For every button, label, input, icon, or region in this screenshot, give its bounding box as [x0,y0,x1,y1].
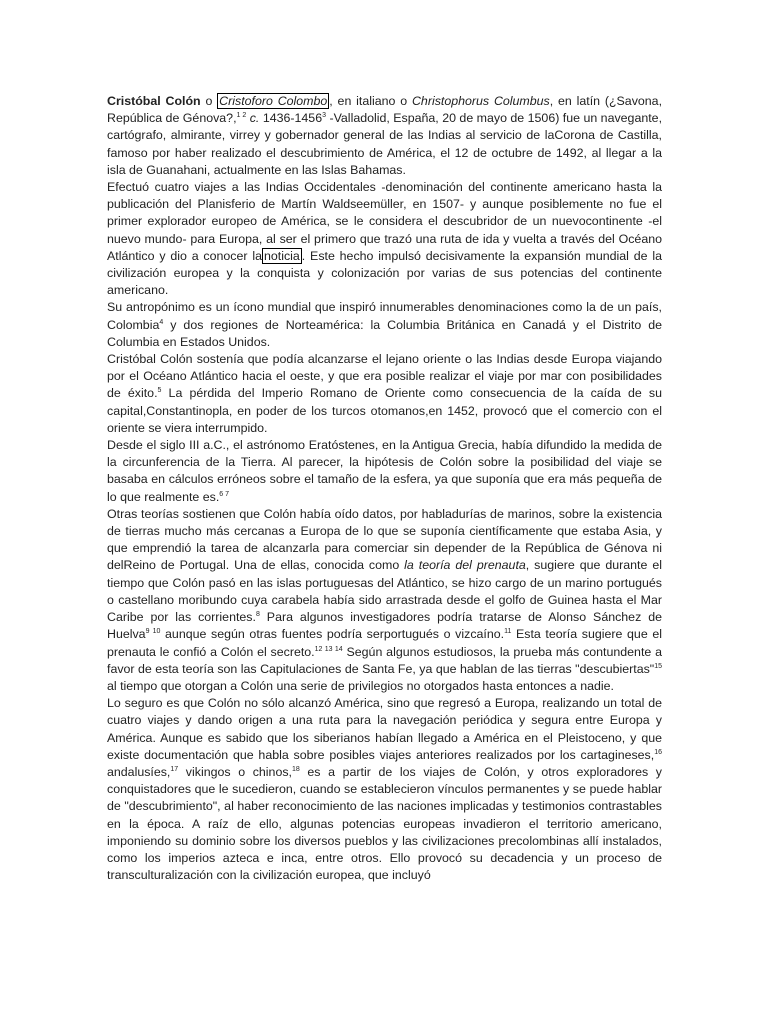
footnote-ref[interactable]: 5 [157,387,162,395]
footnote-ref[interactable]: 8 [255,611,260,619]
paragraph-theories: Otras teorías sostienen que Colón había oído datos, por habladurías de marinos, sobre la existencia de tierras mucho más cercanas a Europa de lo que se suponía científicamente que estaba Asia, y que emprendió la tarea de alcanzarla para comerciar sin depender de la República de Génova ni delReino de Portugal. Una de ellas, conocida como la teoría del prenauta, sugiere que durante el tiempo que Colón pasó en las islas portuguesas del Atlántico, se hizo cargo de un marino portugués o castellano moribundo cuya carabela había sido arrastrada desde el golfo de Guinea hasta el Mar Caribe por las corrientes.$^8$ Para algunos investigadores podría tratarse de Alonso Sánchez de Huelva$^{9 10}$ aunque según otras fuentes podría serportugués o vizcaíno.$^{11}$ Esta teoría sugiere que el prenauta le confió a Colón el secreto.$^{12 13 14}$ Según algunos estudiosos, la prueba más contundente a favor de esta teoría son las Capitulaciones de Santa Fe, ya que hablan de las tierras "descubiertas"$^{15}$ al tiempo que otorgan a Colón una serie de privilegios no otorgados hasta entonces a nadie. [107,506,663,693]
paragraph-voyages: Efectuó cuatro viajes a las Indias Occidentales -denominación del continente americano hasta la publicación del Planisferio de Martín Waldseemüller, en 1507- y aunque posiblemente no fue el primer explorador europeo de América, se le considera el descubridor de un nuevocontinente -el nuevo mundo- para Europa, al ser el primero que trazó una ruta de ida y vuelta a través del Océano Atlántico y dio a conocer la noticia . Este hecho impulsó decisivamente la expansión mundial de la civilización europea y la conquista y colonización por varias de sus potencias del continente americano. [107,180,662,298]
subject-name: Cristóbal Colón [107,94,201,108]
footnote-ref[interactable]: 16 [654,748,662,756]
footnote-ref[interactable]: 3 [322,112,326,120]
article-body [107,93,662,884]
footnote-ref[interactable]: 18 [291,765,300,773]
paragraph-name-legacy: Su antropónimo es un ícono mundial que inspiró innumerables denominaciones como la de un país, Colombia$^4$ y dos regiones de Norteamérica: la Columbia Británica en Canadá y el Distrito de Columbia en Estados Unidos. [107,300,662,349]
paragraph-discovery: Lo seguro es que Colón no sólo alcanzó América, sino que regresó a Europa, realizando un total de cuatro viajes y dando origen a una ruta para la navegación periódica y segura entre Europa y América. Aunque es sabido que los siberianos habían llegado a América en el Pleistoceno, y que existe documentación que habla sobre posibles viajes anteriores realizados por los cartagineses,$^{16}$ andalusíes,$^{17}$ vikingos o chinos,$^{18}$ es a partir de los viajes de Colón, y otros exploradores y conquistadores que le sucedieron, cuando se establecieron vínculos permanentes y se puede hablar de "descubrimiento", al haber reconocimiento de las naciones implicadas y testimonios contrastables en la época. A raíz de ello, algunas potencias europeas invadieron el territorio americano, imponiendo su dominio sobre los diversos pueblos y las civilizaciones precolombinas allí instalados, como los imperios azteca e inca, entre otros. Ello provocó su decadencia y un proceso de transculturalización con la civilización europea, que incluyó [107,696,662,883]
footnote-ref[interactable]: 1 2 [236,112,247,120]
footnote-ref[interactable]: 15 [654,662,662,670]
latin-name: Christophorus Columbus [411,94,550,108]
footnote-ref[interactable]: 12 13 14 [314,645,343,653]
paragraph-intro: Cristóbal Colón o Cristoforo Colombo , en italiano o Christophorus Columbus, en latín (¿Savona, República de Génova?,$^{1 2}$ c. 1436-1456$^3$ -Valladolid, España, 20 de mayo de 1506) fue un navegante, cartógrafo, almirante, virrey y gobernador general de las Indias al servicio de laCorona de Castilla, famoso por haber realizado el descubrimiento de América, el 12 de octubre de 1492, al llegar a la isla de Guanahani, actualmente en las Islas Bahamas. [107,94,663,177]
footnote-ref[interactable]: 11 [504,628,512,636]
footnote-ref[interactable]: 4 [159,318,164,326]
noticia-highlight: noticia [263,248,300,263]
footnote-ref[interactable]: 6 7 [219,490,230,498]
prenauta-theory: la teoría del prenauta [404,558,526,573]
paragraph-eratosthenes: Desde el siglo III a.C., el astrónomo Eratóstenes, en la Antigua Grecia, había difundido la medida de la circunferencia de la Tierra. Al parecer, la hipótesis de Colón sobre la posibilidad del viaje se basaba en cálculos erróneos sobre el tamaño de la esfera, ya que suponía que era más pequeña de lo que realmente es.$^{6 7}$ [107,438,662,504]
footnote-ref[interactable]: 9 10 [145,628,161,636]
paragraph-west-route: Cristóbal Colón sostenía que podía alcanzarse el lejano oriente o las Indias desde Europa viajando por el Océano Atlántico hacia el oeste, y que era posible realizar el viaje por mar con posibilidades de éxito.$^5$ La pérdida del Imperio Romano de Oriente como consecuencia de la caída de su capital,Constantinopla, en poder de los turcos otomanos,en 1452, provocó que el comercio con el oriente se viera interrumpido. [107,352,663,435]
italian-name-highlight: Cristoforo Colombo [219,94,328,108]
footnote-ref[interactable]: 17 [170,765,179,773]
